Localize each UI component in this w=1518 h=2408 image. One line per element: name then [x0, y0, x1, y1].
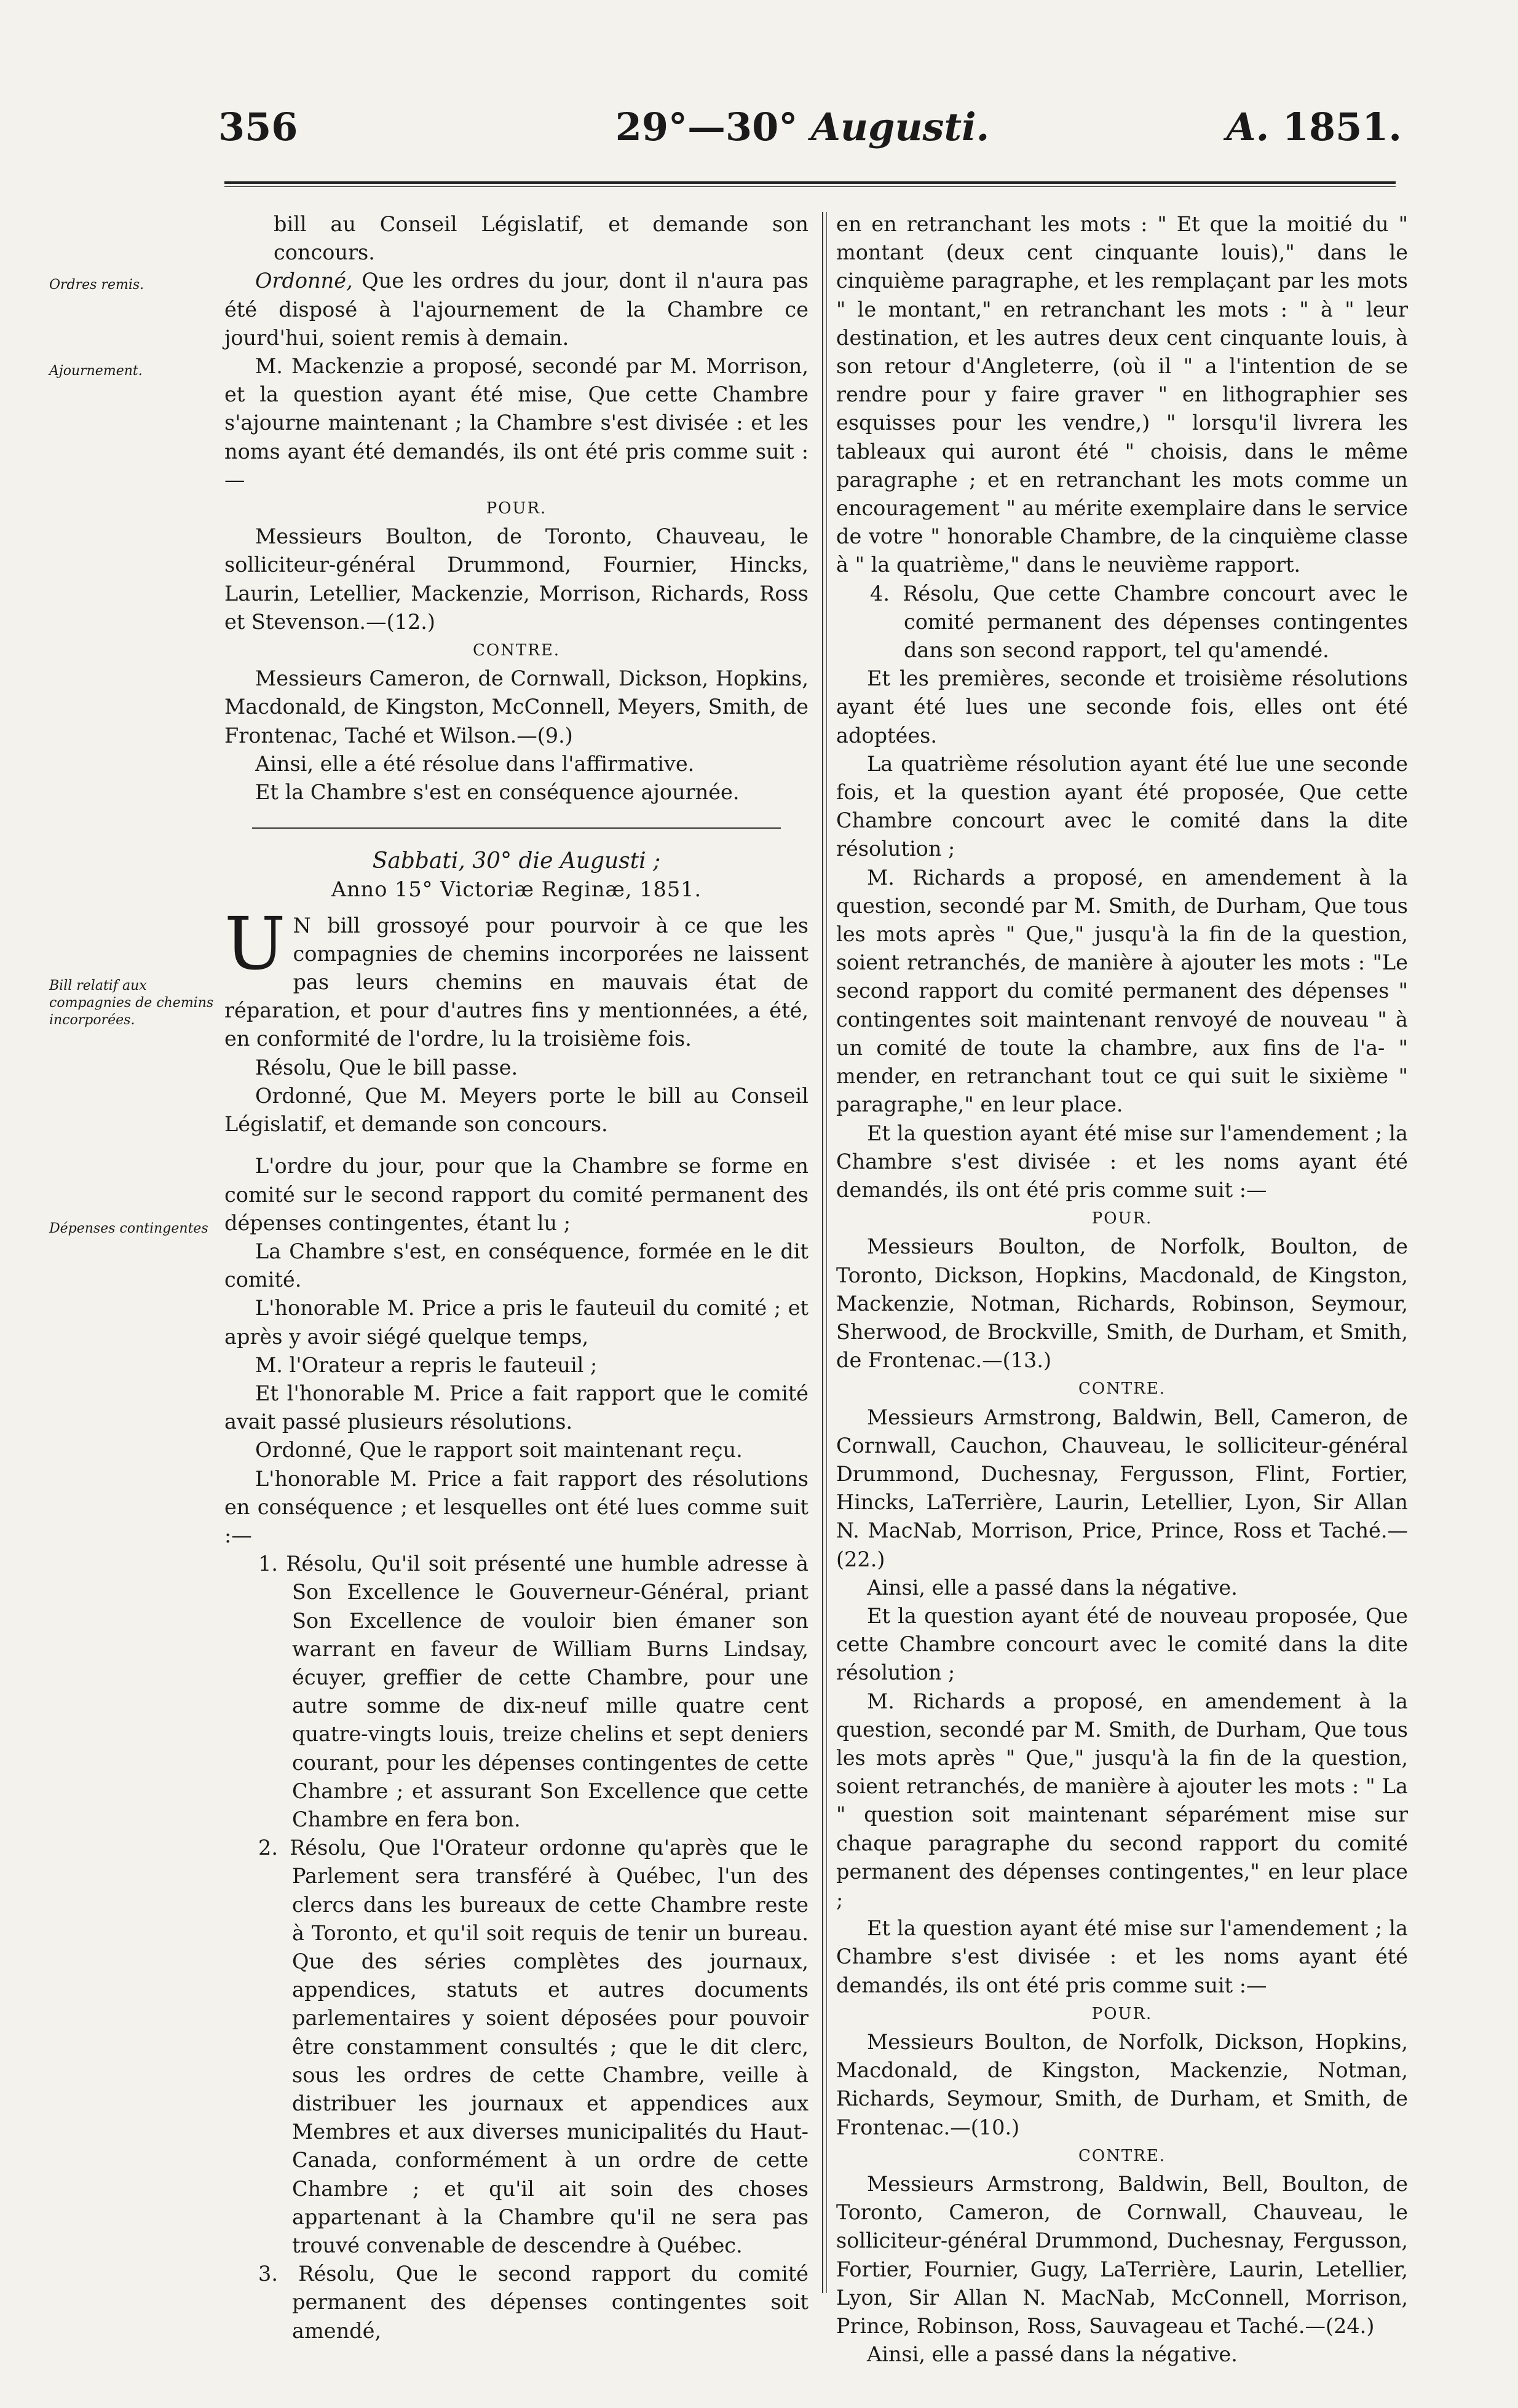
- resolution-3: 3. Résolu, Que le second rapport du comité permanent des dépenses contingentes soit amendé,: [258, 2262, 808, 2343]
- contre-names-2: Messieurs Armstrong, Baldwin, Bell, Cameron, de Cornwall, Cauchon, Chauveau, le solliciteur-général Drummond, Duchesnay, Fergusson, Flint, Fortier, Hincks, LaTerrière, Laurin, Letellier, Lyon, Sir Allan N. MacNab, Morrison, Price, Prince, Ross et Taché.—(22.): [836, 1405, 1408, 1571]
- sabbati-heading: Sabbati, 30° die Augusti ;: [372, 848, 661, 874]
- para-question-mise-1: Et la question ayant été mise sur l'amendement ; la Chambre s'est divisée : et les noms ayant été demandés, ils ont été pris comme suit :—: [836, 1121, 1408, 1202]
- para-richards-amendement-1: M. Richards a proposé, en amendement à la question, secondé par M. Smith, de Durham, Que tous les mots après " Que," jusqu'à la fin de la question, soient retranchés, de manière à ajouter les mots : "Le second rapport du comité permanent des dépenses " contingentes soit maintenant renvoyé de nouveau " à un comité de toute la chambre, aux fins de l'a- " mender, en retranchant tout ce qui suit le sixième " paragraphe," en leur place.: [836, 865, 1408, 1117]
- contre-heading-3: CONTRE.: [1078, 2146, 1166, 2165]
- section-divider: [252, 827, 781, 829]
- para-chambre-formee: La Chambre s'est, en conséquence, formée en le dit comité.: [224, 1239, 808, 1292]
- page-header: [203, 92, 1402, 160]
- para-richards-amendement-2: M. Richards a proposé, en amendement à la question, secondé par M. Smith, de Durham, Que tous les mots après " Que," jusqu'à la fin de la question, soient retranchés, de manière à ajouter les mots : " La " question soit maintenant séparément mise sur chaque paragraphe du second rapport du comité permanent des dépenses contingentes," en leur place ;: [836, 1689, 1408, 1912]
- anno-heading: Anno 15° Victoriæ Reginæ, 1851.: [331, 877, 702, 902]
- dates-word: Augusti.: [810, 105, 990, 149]
- right-column: [836, 210, 1408, 2369]
- para-ordre-jour: L'ordre du jour, pour que la Chambre se forme en comité sur le second rapport du comité permanent des dépenses contingentes, étant lu ;: [224, 1154, 808, 1235]
- para-ordres-remis: [224, 267, 808, 352]
- left-column: [224, 210, 808, 2345]
- header-rule-thin: [224, 186, 1396, 187]
- para-nouveau-proposee: Et la question ayant été de nouveau proposée, Que cette Chambre concourt avec le comité dans la dite résolution ;: [836, 1603, 1408, 1685]
- header-year: [1227, 105, 1402, 149]
- spacer: [224, 1139, 808, 1152]
- pour-names-1: Messieurs Boulton, de Toronto, Chauveau, le solliciteur-général Drummond, Fournier, Hincks, Laurin, Letellier, Mackenzie, Morrison, Richards, Ross et Stevenson.—(12.): [224, 524, 808, 634]
- column-divider-thin: [826, 212, 827, 2293]
- resolution-4: 4. Résolu, Que cette Chambre concourt avec le comité permanent des dépenses contingentes dans son second rapport, tel qu'amendé.: [870, 581, 1408, 663]
- header-dates: [203, 105, 1402, 149]
- para-ordonne-recu: Ordonné, Que le rapport soit maintenant reçu.: [255, 1438, 743, 1463]
- year-value: 1851.: [1269, 105, 1402, 149]
- pour-heading-2: POUR.: [1091, 1209, 1153, 1228]
- para-negative-1: Ainsi, elle a passé dans la négative.: [867, 1575, 1238, 1600]
- para-bill-troisieme: [224, 901, 808, 1054]
- para-price-fauteuil: L'honorable M. Price a pris le fauteuil du comité ; et après y avoir siégé quelque temps,: [224, 1296, 808, 1349]
- pour-names-2: Messieurs Boulton, de Norfolk, Boulton, de Toronto, Dickson, Hopkins, Macdonald, de Kingston, Mackenzie, Notman, Richards, Robinson, Seymour, Sherwood, de Brockville, Smith, de Durham, et Smith, de Frontenac.—(13.): [836, 1234, 1408, 1373]
- pour-heading-3: POUR.: [1091, 2004, 1153, 2023]
- contre-heading-2: CONTRE.: [1078, 1380, 1166, 1399]
- drop-cap: U: [224, 901, 286, 986]
- header-rule: [224, 181, 1396, 184]
- contre-names-3: Messieurs Armstrong, Baldwin, Bell, Boulton, de Toronto, Cameron, de Cornwall, Chauveau, le solliciteur-général Drummond, Duchesnay, Fergusson, Fortier, Fournier, Gugy, LaTerrière, Laurin, Letellier, Lyon, Sir Allan N. MacNab, McConnell, Morrison, Prince, Robinson, Ross, Sauvageau et Taché.—(24.): [836, 2172, 1408, 2339]
- para-price-fait: L'honorable M. Price a fait rapport des résolutions en conséquence ; et lesquelles ont été lues comme suit :—: [224, 1466, 808, 1547]
- contre-names-1: Messieurs Cameron, de Cornwall, Dickson, Hopkins, Macdonald, de Kingston, McConnell, Meyers, Smith, de Frontenac, Taché et Wilson.—(9.): [224, 666, 808, 748]
- resolution-1: 1. Résolu, Qu'il soit présenté une humble adresse à Son Excellence le Gouverneur-Général, priant Son Excellence de vouloir bien émaner son warrant en faveur de William Burns Lindsay, écuyer, greffier de cette Chambre, pour une autre somme de dix-neuf mille quatre cent quatre-vingts louis, treize chelins et sept deniers courant, pour les dépenses contingentes de cette Chambre ; et assurant Son Excellence que cette Chambre en fera bon.: [258, 1552, 808, 1831]
- para-affirmative: Ainsi, elle a été résolue dans l'affirmative.: [255, 751, 695, 776]
- margin-note-bill: Bill relatif aux compagnies de chemins incorporées.: [49, 978, 214, 1028]
- pour-heading-1: POUR.: [486, 499, 547, 518]
- page-number: 356: [218, 105, 298, 149]
- para-orateur: M. l'Orateur a repris le fauteuil ;: [255, 1352, 598, 1377]
- ordonne-text: Que les ordres du jour, dont il n'aura pas été disposé à l'ajournement de la Chambre ce jourd'hui, soient remis à demain.: [224, 269, 808, 350]
- contre-heading-1: CONTRE.: [472, 641, 561, 660]
- para-bill-concours: bill au Conseil Législatif, et demande son concours.: [274, 212, 808, 265]
- para-ajournee: Et la Chambre s'est en conséquence ajournée.: [255, 780, 740, 805]
- para-price-rapport: Et l'honorable M. Price a fait rapport que le comité avait passé plusieurs résolutions.: [224, 1381, 808, 1434]
- dates-prefix: 29°—30°: [615, 105, 811, 149]
- bill-text: N bill grossoyé pour pourvoir à ce que les compagnies de chemins incorporées ne laissent pas leurs chemins en mauvais état de réparation, et pour d'autres fins y mentionnées, a été, en conformité de l'ordre, lu la troisième fois.: [224, 913, 808, 1051]
- para-negative-2: Ainsi, elle a passé dans la négative.: [867, 2342, 1238, 2367]
- para-question-mise-2: Et la question ayant été mise sur l'amendement ; la Chambre s'est divisée : et les noms ayant été demandés, ils ont été pris comme suit :—: [836, 1916, 1408, 1997]
- margin-note-ajournement: Ajournement.: [49, 363, 143, 379]
- margin-note-ordres: Ordres remis.: [49, 277, 144, 293]
- para-ajournement: M. Mackenzie a proposé, secondé par M. Morrison, et la question ayant été mise, Que cette Chambre s'ajourne maintenant ; la Chambre s'est divisée : et les noms ayant été demandés, ils ont été pris comme suit :—: [224, 354, 808, 492]
- para-resolu-bill: Résolu, Que le bill passe.: [255, 1055, 518, 1080]
- column-divider: [822, 212, 823, 2293]
- para-ordonne-meyers: Ordonné, Que M. Meyers porte le bill au Conseil Législatif, et demande son concours.: [224, 1083, 808, 1137]
- margin-note-depenses: Dépenses contingentes: [49, 1221, 208, 1236]
- resolution-2: 2. Résolu, Que l'Orateur ordonne qu'après que le Parlement sera transféré à Québec, l'un des clercs dans les bureaux de cette Chambre reste à Toronto, et qu'il soit requis de tenir un bureau. Que des séries complètes des journaux, appendices, statuts et autres documents parlementaires y soient déposées pour pouvoir être constamment consultés ; que le dit clerc, sous les ordres de cette Chambre, veille à distribuer les journaux et appendices aux Membres et aux diverses municipalités du Haut-Canada, conformément à un ordre de cette Chambre ; et qu'il ait soin des choses appartenant à la Chambre qu'il ne sera pas trouvé convenable de descendre à Québec.: [258, 1836, 808, 2258]
- para-premieres-adoptees: Et les premières, seconde et troisième résolutions ayant été lues une seconde fois, elles ont été adoptées.: [836, 666, 1408, 748]
- pour-names-3: Messieurs Boulton, de Norfolk, Dickson, Hopkins, Macdonald, de Kingston, Mackenzie, Notman, Richards, Seymour, Smith, de Durham, et Smith, de Frontenac.—(10.): [836, 2030, 1408, 2139]
- year-prefix: A.: [1226, 105, 1270, 149]
- para-retranchant: en en retranchant les mots : " Et que la moitié du " montant (deux cent cinquante louis)," dans le cinquième paragraphe, et les remplaçant par les mots " le montant," en retranchant les mots : " à " leur destination, et les autres deux cent cinquante louis, à son retour d'Angleterre, (où il " a l'intention de se rendre pour y faire graver " en lithographier ses esquisses pour les vendre,) " lorsqu'il livrera les tableaux qui auront été " choisis, dans le même paragraphe ; et en retranchant les mots comme un encouragement " au mérite exemplaire dans le service de votre " honorable Chambre, de la cinquième classe à " la quatrième," dans le neuvième rapport.: [836, 212, 1408, 577]
- para-quatrieme: La quatrième résolution ayant été lue une seconde fois, et la question ayant été proposée, Que cette Chambre concourt avec le comité dans la dite résolution ;: [836, 751, 1408, 861]
- ordonne-label: Ordonné,: [255, 269, 353, 293]
